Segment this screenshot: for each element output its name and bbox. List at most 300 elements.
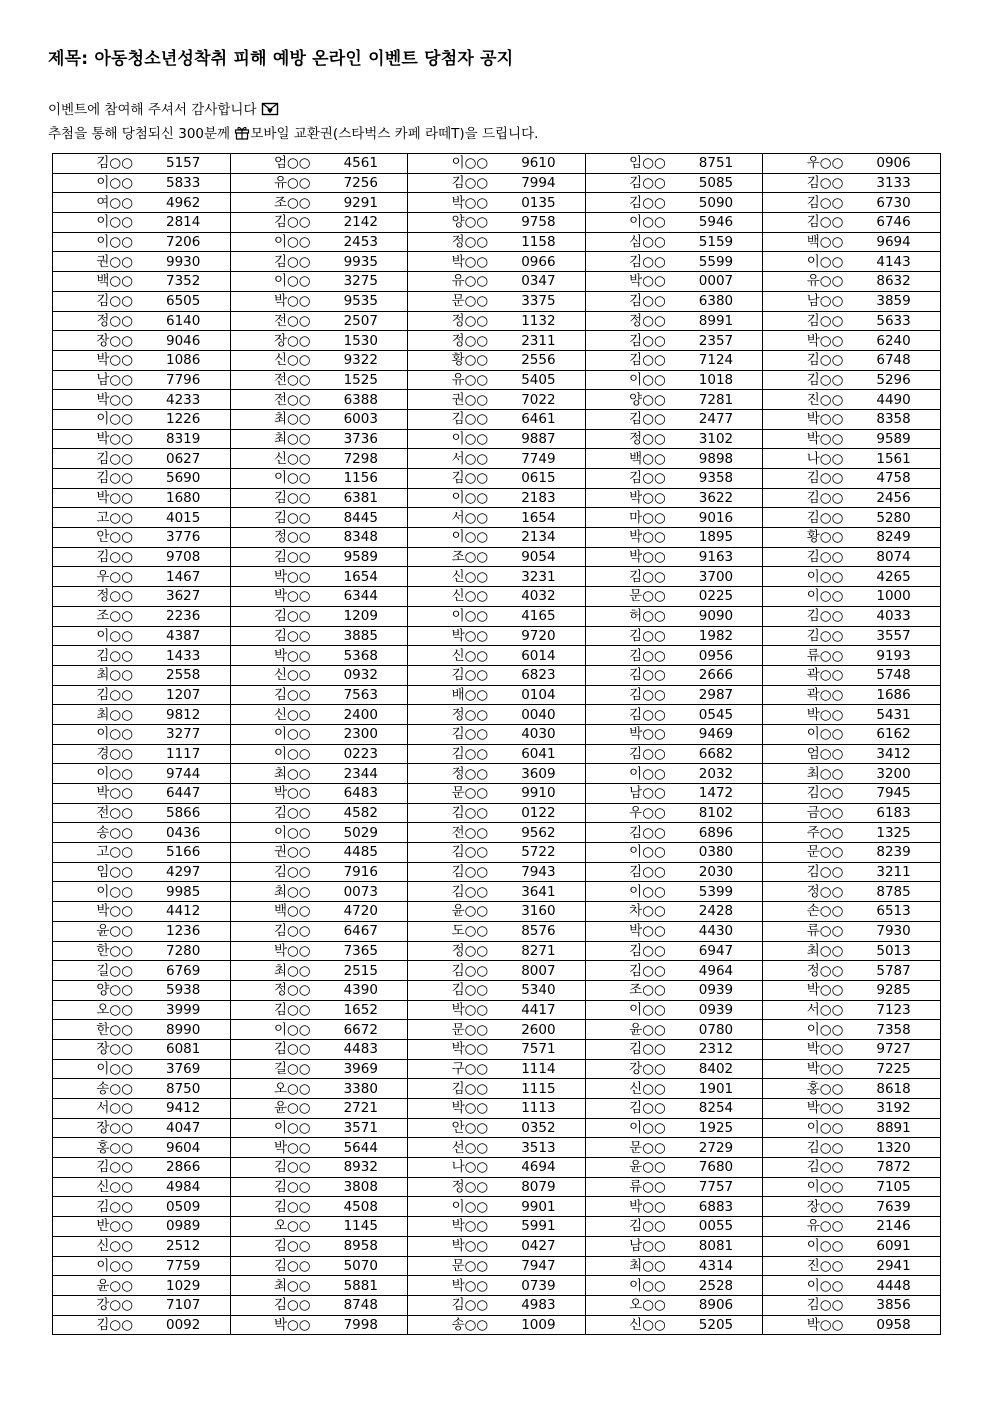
winner-name: 경○○ [96, 745, 133, 762]
winner-name: 김○○ [451, 864, 489, 881]
winner-entry [231, 509, 408, 527]
winner-cell [53, 587, 231, 607]
winner-cell [763, 587, 941, 607]
winner-entry [408, 272, 585, 290]
winner-cell [408, 429, 586, 449]
winner-entry [763, 666, 940, 684]
winner-entry [53, 843, 230, 861]
winner-cell [230, 646, 408, 666]
table-row [53, 606, 941, 626]
winner-entry [231, 1080, 408, 1098]
winner-phone-digits: 0055 [698, 1218, 734, 1235]
winner-phone-digits: 4964 [698, 962, 734, 979]
winner-cell [763, 429, 941, 449]
winner-entry [231, 450, 408, 468]
winner-phone-digits: 6769 [166, 962, 201, 979]
winner-name: 진○○ [806, 391, 844, 408]
winner-entry [53, 1217, 230, 1235]
winner-name: 이○○ [96, 411, 133, 428]
winner-cell [230, 803, 408, 823]
winner-name: 신○○ [273, 706, 311, 723]
winner-name: 김○○ [806, 608, 844, 625]
table-row [53, 882, 941, 902]
winner-name: 김○○ [451, 962, 489, 979]
winner-cell [763, 1177, 941, 1197]
winner-cell [53, 1118, 231, 1138]
winner-entry [586, 548, 763, 566]
winner-cell [230, 882, 408, 902]
winner-phone-digits: 6483 [343, 785, 378, 802]
winner-entry [231, 1021, 408, 1039]
winner-name: 정○○ [96, 588, 133, 605]
winner-cell [763, 803, 941, 823]
winner-entry [231, 902, 408, 920]
winner-cell [230, 744, 408, 764]
winner-cell [763, 331, 941, 351]
winner-entry [586, 1060, 763, 1078]
winner-phone-digits: 7639 [876, 1198, 911, 1215]
table-row [53, 646, 941, 666]
winner-entry [408, 863, 585, 881]
winner-name: 주○○ [806, 824, 844, 841]
table-row [53, 1059, 941, 1079]
winner-phone-digits: 7916 [343, 864, 378, 881]
winner-cell [763, 902, 941, 922]
winner-cell [408, 1236, 586, 1256]
winner-entry [231, 1237, 408, 1255]
winner-name: 김○○ [96, 1316, 133, 1333]
winner-name: 김○○ [451, 982, 489, 999]
winner-entry [53, 1296, 230, 1314]
winner-name: 김○○ [806, 214, 844, 231]
winner-name: 박○○ [806, 1100, 844, 1117]
winner-name: 김○○ [96, 470, 133, 487]
winner-name: 류○○ [806, 647, 844, 664]
winner-cell [763, 528, 941, 548]
winner-name: 이○○ [806, 588, 844, 605]
winner-entry [408, 1040, 585, 1058]
winner-entry [53, 1178, 230, 1196]
winner-entry [763, 194, 940, 212]
winner-entry [586, 1257, 763, 1275]
winner-phone-digits: 1117 [166, 745, 201, 762]
winner-cell [408, 469, 586, 489]
winner-phone-digits: 0380 [698, 844, 734, 861]
winner-entry [53, 233, 230, 251]
winner-phone-digits: 7352 [166, 273, 201, 290]
winner-name: 최○○ [96, 667, 133, 684]
winner-phone-digits: 1114 [521, 1060, 556, 1077]
winner-phone-digits: 3856 [876, 1297, 911, 1314]
winner-name: 송○○ [451, 1316, 489, 1333]
winner-phone-digits: 9589 [343, 549, 378, 566]
winner-name: 신○○ [629, 1316, 666, 1333]
winner-cell [230, 1256, 408, 1276]
winner-cell [230, 488, 408, 508]
winner-phone-digits: 4233 [166, 391, 201, 408]
winner-name: 김○○ [629, 942, 666, 959]
winner-entry [586, 509, 763, 527]
winner-cell [763, 154, 941, 174]
winner-cell [585, 980, 763, 1000]
winner-phone-digits: 2357 [698, 332, 734, 349]
winner-name: 남○○ [629, 1238, 666, 1255]
winner-cell [585, 1295, 763, 1315]
winner-name: 서○○ [806, 1001, 844, 1018]
winner-entry [53, 627, 230, 645]
winner-entry [763, 765, 940, 783]
winner-entry [231, 587, 408, 605]
winner-name: 김○○ [806, 509, 844, 526]
table-row [53, 1217, 941, 1237]
winner-phone-digits: 6344 [343, 588, 378, 605]
winner-cell [53, 173, 231, 193]
winner-phone-digits: 9358 [698, 470, 734, 487]
winner-entry [586, 863, 763, 881]
winner-entry [53, 568, 230, 586]
winner-entry [408, 627, 585, 645]
winner-name: 이○○ [96, 1060, 133, 1077]
winner-name: 구○○ [451, 1060, 489, 1077]
winner-entry [763, 981, 940, 999]
winner-cell [408, 567, 586, 587]
winner-phone-digits: 8249 [876, 529, 911, 546]
winner-phone-digits: 2866 [166, 1159, 201, 1176]
winner-cell [408, 1295, 586, 1315]
winner-entry [53, 489, 230, 507]
winner-phone-digits: 4165 [521, 608, 556, 625]
winner-phone-digits: 1686 [876, 686, 911, 703]
winner-entry [408, 489, 585, 507]
winner-phone-digits: 0352 [521, 1120, 556, 1137]
table-row [53, 311, 941, 331]
winner-entry [231, 332, 408, 350]
winner-cell [585, 1118, 763, 1138]
winner-cell [53, 1197, 231, 1217]
winner-name: 진○○ [806, 1257, 844, 1274]
winner-entry [53, 706, 230, 724]
table-row [53, 232, 941, 252]
winner-cell [53, 1020, 231, 1040]
winner-cell [230, 1315, 408, 1335]
winner-name: 박○○ [96, 391, 133, 408]
winner-entry [53, 1001, 230, 1019]
winner-name: 김○○ [96, 1198, 133, 1215]
winner-cell [53, 1158, 231, 1178]
winner-phone-digits: 9727 [876, 1041, 911, 1058]
winner-cell [585, 1276, 763, 1296]
winner-name: 문○○ [451, 785, 489, 802]
winner-phone-digits: 4508 [343, 1198, 378, 1215]
winner-cell [230, 1276, 408, 1296]
winner-entry [408, 1158, 585, 1176]
winner-phone-digits: 7945 [876, 785, 911, 802]
winner-name: 이○○ [629, 1277, 666, 1294]
winner-name: 박○○ [451, 627, 489, 644]
winner-name: 김○○ [273, 253, 311, 270]
winner-name: 박○○ [629, 549, 666, 566]
winner-name: 박○○ [451, 1041, 489, 1058]
winner-cell [763, 508, 941, 528]
winner-name: 최○○ [273, 962, 311, 979]
winner-entry [53, 686, 230, 704]
winner-entry [408, 1198, 585, 1216]
winner-entry [408, 647, 585, 665]
winner-phone-digits: 8079 [521, 1179, 556, 1196]
winner-phone-digits: 6748 [876, 352, 911, 369]
winner-name: 김○○ [629, 470, 666, 487]
table-row [53, 1079, 941, 1099]
winner-entry [408, 292, 585, 310]
winner-entry [231, 213, 408, 231]
winner-entry [53, 922, 230, 940]
winner-entry [763, 883, 940, 901]
winner-entry [586, 686, 763, 704]
winner-name: 박○○ [451, 1238, 489, 1255]
winner-entry [408, 1217, 585, 1235]
winner-entry [586, 962, 763, 980]
winner-phone-digits: 4561 [343, 155, 378, 172]
winner-entry [231, 489, 408, 507]
winner-name: 김○○ [629, 824, 666, 841]
winner-entry [763, 371, 940, 389]
winner-entry [231, 745, 408, 763]
winner-name: 도○○ [451, 923, 489, 940]
winner-entry [408, 784, 585, 802]
winner-entry [586, 391, 763, 409]
winner-name: 손○○ [806, 903, 844, 920]
winner-phone-digits: 1467 [166, 568, 201, 585]
winner-name: 이○○ [629, 765, 666, 782]
winner-cell [408, 902, 586, 922]
winner-entry [231, 1277, 408, 1295]
winner-phone-digits: 3102 [698, 430, 734, 447]
winner-phone-digits: 9412 [166, 1100, 201, 1117]
winner-phone-digits: 5690 [166, 470, 201, 487]
winner-entry [408, 804, 585, 822]
winner-name: 이○○ [451, 529, 489, 546]
winner-cell [585, 370, 763, 390]
table-row [53, 350, 941, 370]
winner-cell [585, 1315, 763, 1335]
table-row [53, 764, 941, 784]
winner-name: 우○○ [629, 805, 666, 822]
winner-name: 문○○ [629, 1139, 666, 1156]
table-row [53, 784, 941, 804]
winner-name: 김○○ [806, 175, 844, 192]
winner-cell [230, 1236, 408, 1256]
winner-entry [763, 272, 940, 290]
winner-cell [763, 823, 941, 843]
winner-cell [230, 961, 408, 981]
winner-name: 조○○ [96, 608, 133, 625]
winner-name: 이○○ [451, 1198, 489, 1215]
winner-entry [763, 647, 940, 665]
winner-name: 최○○ [273, 1277, 311, 1294]
winner-entry [408, 154, 585, 172]
winner-phone-digits: 4032 [521, 588, 556, 605]
winner-phone-digits: 6140 [166, 312, 201, 329]
winner-cell [585, 547, 763, 567]
winner-phone-digits: 9054 [521, 549, 556, 566]
winner-cell [763, 291, 941, 311]
winner-cell [763, 941, 941, 961]
winner-name: 정○○ [806, 883, 844, 900]
winner-cell [408, 1177, 586, 1197]
prize-text-end: 모바일 교환권(스타벅스 카페 라떼T)을 드립니다. [250, 126, 539, 142]
winner-name: 이○○ [629, 883, 666, 900]
winner-phone-digits: 0545 [698, 706, 734, 723]
winner-name: 이○○ [629, 844, 666, 861]
winner-phone-digits: 9812 [166, 706, 201, 723]
winner-phone-digits: 9604 [166, 1139, 201, 1156]
winner-cell [53, 1315, 231, 1335]
winner-entry [763, 962, 940, 980]
winner-entry [763, 568, 940, 586]
winner-entry [231, 883, 408, 901]
winner-phone-digits: 7105 [876, 1179, 911, 1196]
winner-cell [53, 902, 231, 922]
table-row [53, 1295, 941, 1315]
winner-cell [408, 252, 586, 272]
winner-phone-digits: 6447 [166, 785, 201, 802]
winner-cell [53, 882, 231, 902]
winner-phone-digits: 7124 [698, 352, 734, 369]
winner-entry [53, 292, 230, 310]
winner-name: 김○○ [806, 627, 844, 644]
winner-name: 이○○ [273, 1021, 311, 1038]
winner-cell [408, 232, 586, 252]
winner-phone-digits: 2311 [521, 332, 556, 349]
winner-phone-digits: 4720 [343, 903, 378, 920]
winner-phone-digits: 4047 [166, 1120, 201, 1137]
table-row [53, 705, 941, 725]
winner-name: 윤○○ [629, 1021, 666, 1038]
winner-phone-digits: 7872 [876, 1159, 911, 1176]
winner-entry [231, 528, 408, 546]
winner-phone-digits: 0007 [698, 273, 734, 290]
winner-phone-digits: 7943 [521, 864, 556, 881]
winner-phone-digits: 7930 [876, 923, 911, 940]
winner-phone-digits: 3231 [521, 568, 556, 585]
winner-name: 이○○ [806, 1277, 844, 1294]
winner-entry [408, 1257, 585, 1275]
winner-entry [231, 784, 408, 802]
winner-entry [408, 922, 585, 940]
winner-entry [53, 450, 230, 468]
winner-phone-digits: 7757 [698, 1179, 734, 1196]
winner-entry [53, 1277, 230, 1295]
winner-name: 박○○ [96, 352, 133, 369]
winner-entry [763, 410, 940, 428]
winner-name: 안○○ [96, 529, 133, 546]
winner-entry [231, 981, 408, 999]
winner-phone-digits: 8785 [876, 883, 911, 900]
winner-cell [763, 350, 941, 370]
winner-entry [231, 568, 408, 586]
winner-cell [53, 843, 231, 863]
winner-phone-digits: 3769 [166, 1060, 201, 1077]
winner-phone-digits: 7994 [521, 175, 556, 192]
winner-entry [586, 1080, 763, 1098]
winner-entry [763, 686, 940, 704]
table-row [53, 980, 941, 1000]
winner-name: 김○○ [629, 1218, 666, 1235]
table-row [53, 1276, 941, 1296]
winner-entry [231, 253, 408, 271]
winner-cell [53, 449, 231, 469]
winner-entry [231, 154, 408, 172]
winner-name: 황○○ [451, 352, 489, 369]
winner-entry [408, 410, 585, 428]
winner-entry [231, 1257, 408, 1275]
winner-phone-digits: 6823 [521, 667, 556, 684]
winner-name: 류○○ [806, 923, 844, 940]
winner-cell [763, 1295, 941, 1315]
winner-cell [763, 764, 941, 784]
winner-cell [763, 567, 941, 587]
winner-entry [53, 1139, 230, 1157]
table-row [53, 1000, 941, 1020]
winner-entry [231, 1316, 408, 1334]
winner-name: 김○○ [96, 450, 133, 467]
winner-name: 김○○ [96, 647, 133, 664]
winner-entry [53, 174, 230, 192]
winner-entry [53, 1237, 230, 1255]
winner-phone-digits: 5159 [698, 234, 734, 251]
winner-entry [763, 528, 940, 546]
winner-phone-digits: 0939 [698, 1001, 734, 1018]
winner-entry [53, 647, 230, 665]
winner-cell [585, 429, 763, 449]
winner-cell [408, 1315, 586, 1335]
table-row [53, 173, 941, 193]
winner-cell [763, 409, 941, 429]
winner-phone-digits: 6381 [343, 490, 378, 507]
winner-name: 박○○ [629, 490, 666, 507]
winner-entry [763, 174, 940, 192]
winner-name: 장○○ [273, 332, 311, 349]
winner-phone-digits: 8991 [698, 312, 734, 329]
winner-phone-digits: 3412 [876, 745, 911, 762]
winner-entry [231, 627, 408, 645]
winner-name: 임○○ [629, 155, 666, 172]
winner-phone-digits: 1000 [876, 588, 911, 605]
winner-phone-digits: 0122 [521, 805, 556, 822]
winner-name: 이○○ [96, 765, 133, 782]
winner-phone-digits: 3859 [876, 293, 911, 310]
winner-cell [763, 252, 941, 272]
winner-entry [763, 469, 940, 487]
winner-phone-digits: 8402 [698, 1060, 734, 1077]
winner-entry [53, 332, 230, 350]
winner-cell [230, 331, 408, 351]
winner-cell [230, 1177, 408, 1197]
winner-entry [763, 233, 940, 251]
winner-cell [408, 291, 586, 311]
winner-entry [408, 1080, 585, 1098]
winner-entry [586, 883, 763, 901]
winner-name: 김○○ [806, 549, 844, 566]
winner-entry [53, 351, 230, 369]
winner-cell [585, 1099, 763, 1119]
winner-name: 권○○ [273, 844, 311, 861]
winner-phone-digits: 4758 [876, 470, 911, 487]
winner-name: 최○○ [273, 411, 311, 428]
winner-name: 서○○ [451, 450, 489, 467]
winner-name: 김○○ [806, 371, 844, 388]
winner-cell [763, 449, 941, 469]
